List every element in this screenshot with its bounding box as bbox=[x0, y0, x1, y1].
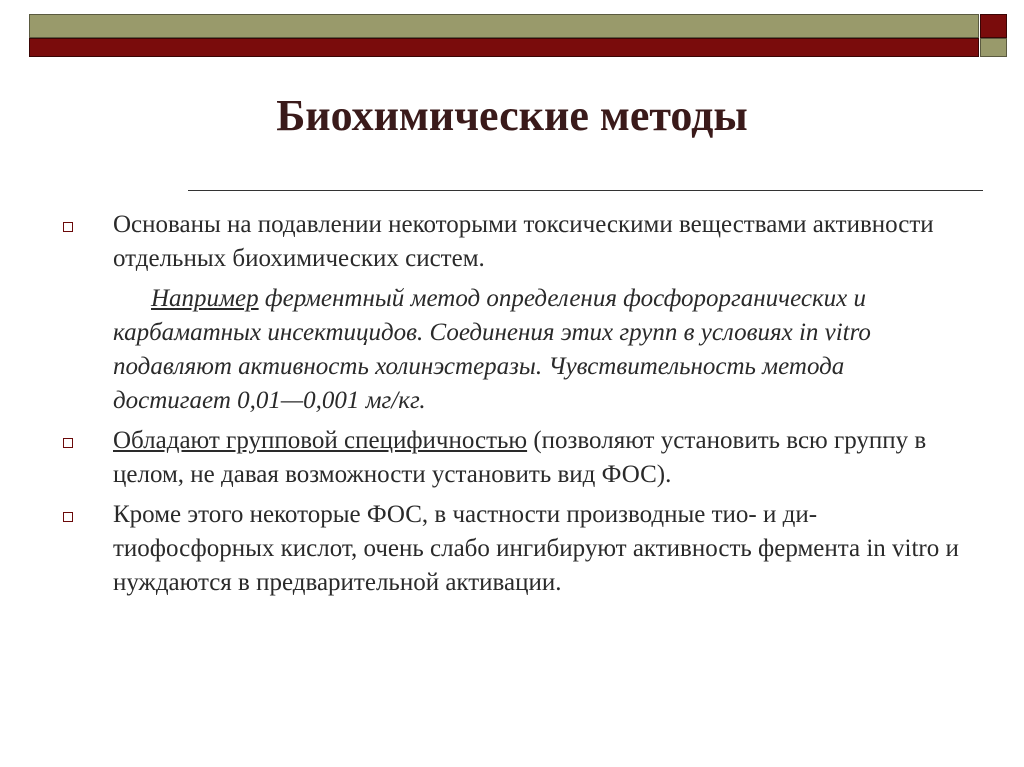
slide-title bbox=[0, 90, 1024, 141]
header-band-olive bbox=[29, 14, 979, 38]
example-paragraph bbox=[60, 282, 960, 418]
bullet-3-text: Кроме этого некоторые ФОС, в частности производные тио- и ди-тиофосфорных кислот, очень слабо ингибируют активность фермента in vitro и нуждаются в предварительной активации. bbox=[113, 501, 959, 596]
slide-title-text: Биохимические методы bbox=[276, 91, 748, 140]
slide-content bbox=[60, 208, 960, 606]
example-text: ферментный метод определения фосфорорганических и карбаматных инсектицидов. Соединения этих групп в условиях in vitro подавляют активность холинэстеразы. Чувствительность метода достигает 0,01—0,001 мг/кг. bbox=[113, 285, 871, 414]
bullet-item-2 bbox=[60, 424, 960, 492]
bullet-1-text: Основаны на подавлении некоторыми токсическими веществами активности отдельных биохимических систем. bbox=[113, 211, 934, 272]
bullet-2-text: (позволяют установить всю группу в целом, не давая возможности установить вид ФОС). bbox=[113, 427, 927, 488]
bullet-item-1 bbox=[60, 208, 960, 276]
header-band-red bbox=[29, 38, 979, 57]
corner-square-olive bbox=[980, 38, 1007, 57]
bullet-item-3 bbox=[60, 498, 960, 600]
square-bullet-icon bbox=[63, 438, 73, 448]
bullet-2-lead: Обладают групповой специфичностью bbox=[113, 427, 528, 454]
square-bullet-icon bbox=[63, 222, 73, 232]
example-lead: Например bbox=[151, 285, 259, 312]
corner-square-red bbox=[980, 14, 1007, 38]
title-divider bbox=[188, 190, 983, 191]
square-bullet-icon bbox=[63, 512, 73, 522]
